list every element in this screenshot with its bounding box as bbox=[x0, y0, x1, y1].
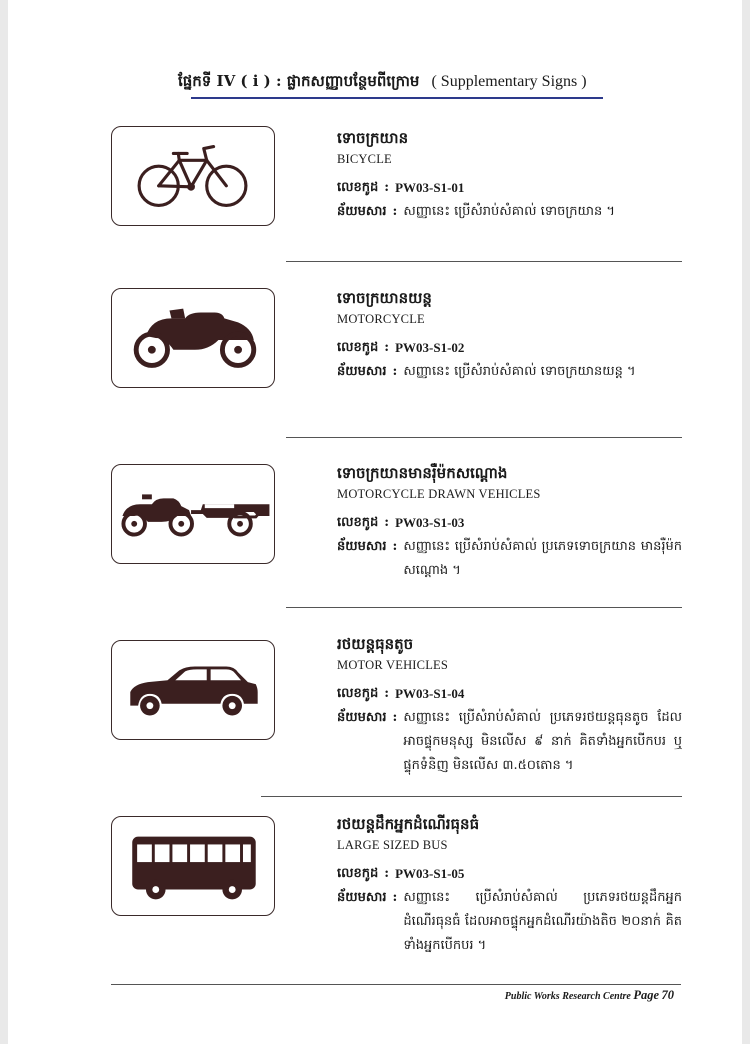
sign-title-km: ទោចក្រយានយន្ត bbox=[337, 289, 432, 307]
sign-code: PW03-S1-02 bbox=[395, 340, 465, 355]
sign-title-km: រថយន្តដឹកអ្នកដំណើរធុនធំ bbox=[337, 815, 480, 833]
code-row: លេខកូដ : PW03-S1-04 bbox=[337, 682, 682, 706]
code-label: លេខកូដ bbox=[337, 515, 379, 530]
sign-description: សញ្ញានេះ ប្រើសំរាប់សំគាល់ ប្រភេទរថយន្តធុនតូច ដែលអាចផ្ទុកមនុស្ស មិនលើស ៩ នាក់ គិតទាំងអ្នកបើកបរ ឬ ផ្ទុកទំនិញ មិនលើស ៣.៥០តោន ។ bbox=[403, 710, 682, 773]
sign-text-bus bbox=[337, 814, 682, 958]
bus-icon bbox=[112, 817, 274, 915]
sign-box-motorcycle bbox=[111, 288, 275, 388]
separator-line bbox=[286, 261, 682, 262]
code-label: លេខកូដ bbox=[337, 866, 379, 881]
code-row: លេខកូដ : PW03-S1-02 bbox=[337, 336, 682, 360]
sign-title-km: រថយន្តធុនតូច bbox=[337, 635, 414, 653]
header-title-en: ( Supplementary Signs ) bbox=[431, 73, 587, 90]
footer-line bbox=[111, 984, 681, 985]
footer-page-number: 70 bbox=[661, 988, 674, 1002]
meaning-row: ន័យមសារ : សញ្ញានេះ ប្រើសំរាប់សំគាល់ ប្រភេទរថយន្តធុនតូច ដែលអាចផ្ទុកមនុស្ស មិនលើស ៩ នាក់ គិតទាំងអ្នកបើកបរ ឬ ផ្ទុកទំនិញ មិនលើស ៣.៥០តោន ។ bbox=[337, 706, 682, 778]
meaning-label: ន័យមសារ bbox=[337, 710, 387, 725]
header-title-km: ផ្នែកទី IV ( i ) : ផ្លាកសញ្ញាបន្ថែមពីក្រោម bbox=[178, 72, 420, 90]
page-footer bbox=[505, 988, 674, 1003]
footer-page-label: Page bbox=[633, 988, 659, 1002]
sign-title-en: MOTOR VEHICLES bbox=[337, 658, 449, 672]
sign-code: PW03-S1-01 bbox=[395, 180, 465, 195]
sign-description: សញ្ញានេះ ប្រើសំរាប់សំគាល់ ប្រភេទទោចក្រយាន មានរ៉ឺម៉កសណ្ដោង ។ bbox=[403, 539, 682, 578]
meaning-label: ន័យមសារ bbox=[337, 204, 387, 219]
sign-description: សញ្ញានេះ ប្រើសំរាប់សំគាល់ ទោចក្រយានយន្ត ។ bbox=[403, 364, 636, 379]
motorcycle-trailer-icon bbox=[112, 465, 274, 563]
footer-org: Public Works Research Centre bbox=[504, 991, 631, 1002]
meaning-label: ន័យមសារ bbox=[337, 539, 387, 554]
car-icon bbox=[112, 641, 274, 739]
separator-line bbox=[261, 796, 682, 797]
sign-text-motorcycle-trailer bbox=[337, 463, 682, 583]
meaning-label: ន័យមសារ bbox=[337, 890, 387, 905]
code-row: លេខកូដ : PW03-S1-01 bbox=[337, 176, 682, 200]
sign-code: PW03-S1-04 bbox=[395, 686, 465, 701]
meaning-label: ន័យមសារ bbox=[337, 364, 387, 379]
sign-box-car bbox=[111, 640, 275, 740]
sign-title-en: LARGE SIZED BUS bbox=[337, 838, 448, 852]
meaning-row: ន័យមសារ : សញ្ញានេះ ប្រើសំរាប់សំគាល់ ទោចក្រយាន ។ bbox=[337, 200, 682, 224]
sign-title-km: ទោចក្រយានមានរ៉ឺម៉កសណ្ដោង bbox=[337, 464, 508, 482]
document-page bbox=[8, 0, 742, 1044]
sign-title-km: ទោចក្រយាន bbox=[337, 129, 409, 147]
sign-code: PW03-S1-05 bbox=[395, 866, 465, 881]
sign-title-en: MOTORCYCLE bbox=[337, 312, 425, 326]
meaning-row: ន័យមសារ : សញ្ញានេះ ប្រើសំរាប់សំគាល់ ទោចក្រយានយន្ត ។ bbox=[337, 360, 682, 384]
sign-description: សញ្ញានេះ ប្រើសំរាប់សំគាល់ ប្រភេទរថយន្តដឹកអ្នកដំណើរធុនធំ ដែលអាចផ្ទុកអ្នកដំណើរយ៉ាងតិច ២០នាក់ គិតទាំងអ្នកបើកបរ ។ bbox=[403, 890, 682, 953]
meaning-row: ន័យមសារ : សញ្ញានេះ ប្រើសំរាប់សំគាល់ ប្រភេទរថយន្តដឹកអ្នកដំណើរធុនធំ ដែលអាចផ្ទុកអ្នកដំណើរយ៉ាងតិច ២០នាក់ គិតទាំងអ្នកបើកបរ ។ bbox=[337, 886, 682, 958]
motorcycle-icon bbox=[112, 289, 274, 387]
code-row: លេខកូដ : PW03-S1-05 bbox=[337, 862, 682, 886]
bicycle-icon bbox=[112, 127, 274, 225]
sign-code: PW03-S1-03 bbox=[395, 515, 465, 530]
sign-box-motorcycle-trailer bbox=[111, 464, 275, 564]
separator-line bbox=[286, 607, 682, 608]
meaning-row: ន័យមសារ : សញ្ញានេះ ប្រើសំរាប់សំគាល់ ប្រភេទទោចក្រយាន មានរ៉ឺម៉កសណ្ដោង ។ bbox=[337, 535, 682, 583]
code-label: លេខកូដ bbox=[337, 686, 379, 701]
sign-text-motorcycle bbox=[337, 288, 682, 384]
sign-text-bicycle bbox=[337, 128, 682, 224]
sign-box-bus bbox=[111, 816, 275, 916]
code-label: លេខកូដ bbox=[337, 180, 379, 195]
sign-text-car bbox=[337, 634, 682, 778]
sign-description: សញ្ញានេះ ប្រើសំរាប់សំគាល់ ទោចក្រយាន ។ bbox=[403, 204, 615, 219]
sign-title-en: MOTORCYCLE DRAWN VEHICLES bbox=[337, 487, 541, 501]
code-label: លេខកូដ bbox=[337, 340, 379, 355]
sign-title-en: BICYCLE bbox=[337, 152, 392, 166]
section-header bbox=[178, 70, 603, 93]
separator-line bbox=[286, 437, 682, 438]
sign-box-bicycle bbox=[111, 126, 275, 226]
header-underline bbox=[191, 97, 603, 99]
code-row: លេខកូដ : PW03-S1-03 bbox=[337, 511, 682, 535]
